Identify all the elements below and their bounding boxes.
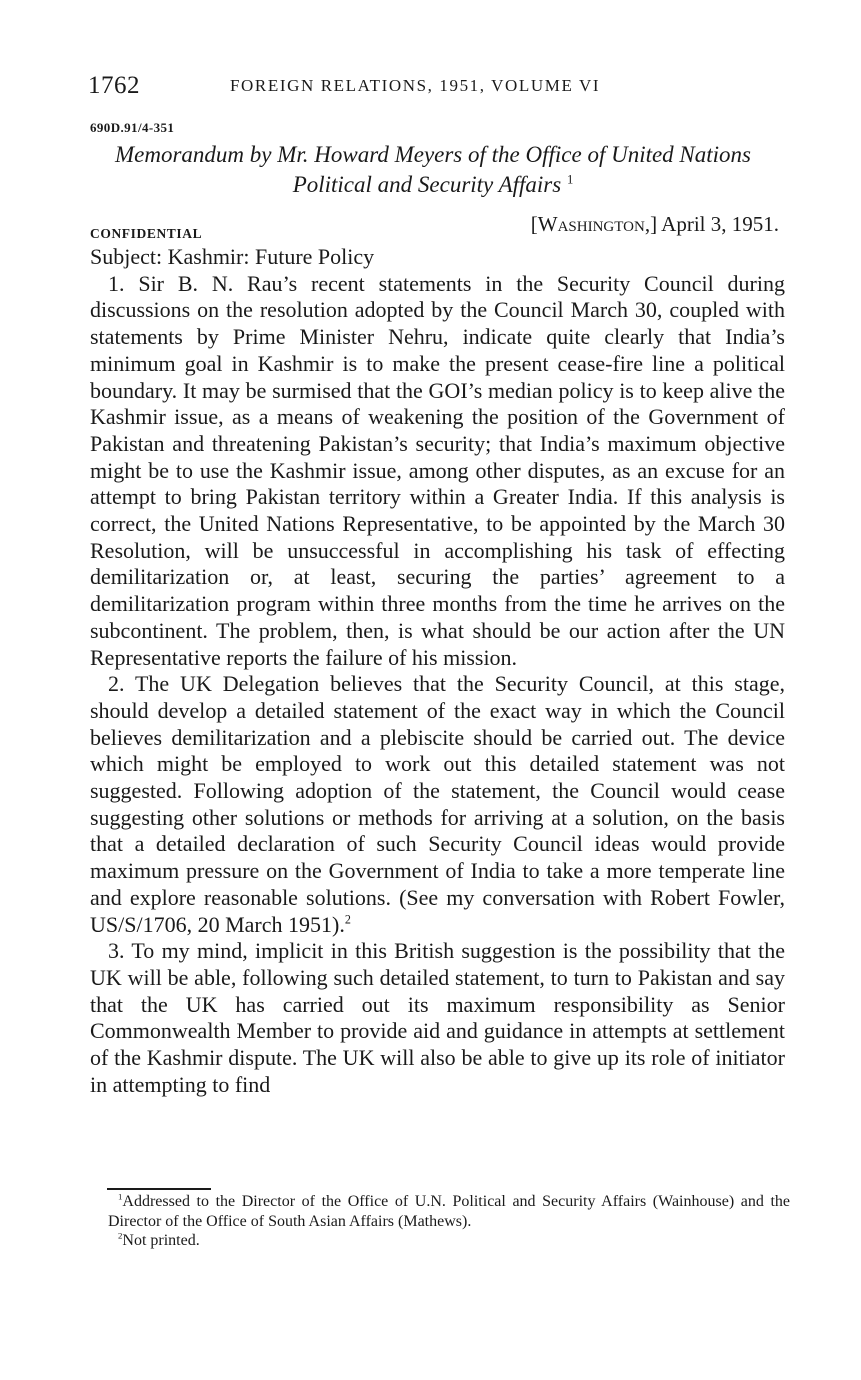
footnote-divider bbox=[107, 1188, 211, 1190]
subject-line: Subject: Kashmir: Future Policy bbox=[90, 244, 375, 269]
paragraph-1: 1. Sir B. N. Rau’s recent statements in the Security Council during discussions on the resolution adopted by the Council March 30, coupled with statements by Prime Minister Nehru, indicate quite clearly that India’s minimum goal in Kashmir is to make the present cease-fire line a political boundary. It may be surmised that the GOI’s median policy is to keep alive the Kashmir issue, as a means of weakening the position of the Government of Pakistan and threatening Pakistan’s security; that India’s maximum objective might be to use the Kashmir issue, among other disputes, as an excuse for an attempt to bring Pakistan territory within a Greater India. If this analysis is correct, the United Nations Representative, to be appointed by the March 30 Resolution, will be unsuccessful in accomplishing his task of effecting demilitarization or, at least, securing the parties’ agreement to a demilitarization program within three months from the time he arrives on the subcontinent. The problem, then, is what should be our action after the UN Representative reports the failure of his mission. bbox=[90, 270, 785, 670]
page-header bbox=[88, 72, 778, 106]
dateline bbox=[531, 212, 779, 237]
paragraph-3: 3. To my mind, implicit in this British suggestion is the possibility that the UK will be able, following such detailed statement, to turn to Pakistan and say that the UK has carried out its maximum responsibility as Senior Commonwealth Member to provide aid and guidance in attempts at settlement of the Kashmir dispute. The UK will also be able to give up its role of initiator in attempting to find bbox=[90, 938, 785, 1097]
classification-label: CONFIDENTIAL bbox=[90, 226, 203, 241]
paragraph-2-text: 2. The UK Delegation believes that the Security Council, at this stage, should develop a detailed statement of the exact way in which the Council believes demilitarization and a plebiscite should be carried out. The device which might be employed to work out this detailed statement was not suggested. Following adoption of the statement, the Council would cease suggesting other solutions or methods for arriving at a solution, on the basis that a detailed declaration of such Security Council ideas would provide maximum pressure on the Government of India to take a more temperate line and explore reasonable solutions. (See my conversation with Robert Fowler, US/S/1706, 20 March 1951). bbox=[90, 671, 785, 937]
footnote-2-text: Not printed. bbox=[122, 1232, 200, 1249]
document-reference: 690D.91/4-351 bbox=[90, 120, 175, 135]
footnote-1 bbox=[108, 1192, 790, 1231]
paragraph-2 bbox=[90, 671, 785, 938]
running-head: FOREIGN RELATIONS, 1951, VOLUME VI bbox=[230, 76, 601, 95]
memorandum-title bbox=[88, 140, 778, 200]
dateline-place: Washington, bbox=[537, 212, 651, 236]
memorandum-body bbox=[90, 244, 785, 1099]
footnote-1-text: Addressed to the Director of the Office of U.N. Political and Security Affairs (Wainhouse) and the Director of the Office of South Asian Affairs (Mathews). bbox=[108, 1193, 790, 1230]
footnote-2-mark: 2 bbox=[118, 1230, 123, 1241]
dateline-close-bracket: ] bbox=[650, 212, 658, 236]
title-line-2 bbox=[88, 170, 778, 200]
footnotes bbox=[108, 1192, 790, 1251]
dateline-open-bracket: [ bbox=[530, 212, 538, 236]
title-line-1: Memorandum by Mr. Howard Meyers of the Office of United Nations bbox=[114, 142, 752, 167]
dateline-date: April 3, 1951. bbox=[661, 212, 779, 236]
footnote-ref-1: 1 bbox=[566, 172, 574, 187]
footnote-ref-2: 2 bbox=[344, 912, 351, 927]
footnote-2 bbox=[108, 1231, 790, 1251]
title-line-2-text: Political and Security Affairs bbox=[292, 172, 562, 197]
page-number: 1762 bbox=[88, 72, 140, 99]
footnote-1-mark: 1 bbox=[118, 1191, 123, 1202]
